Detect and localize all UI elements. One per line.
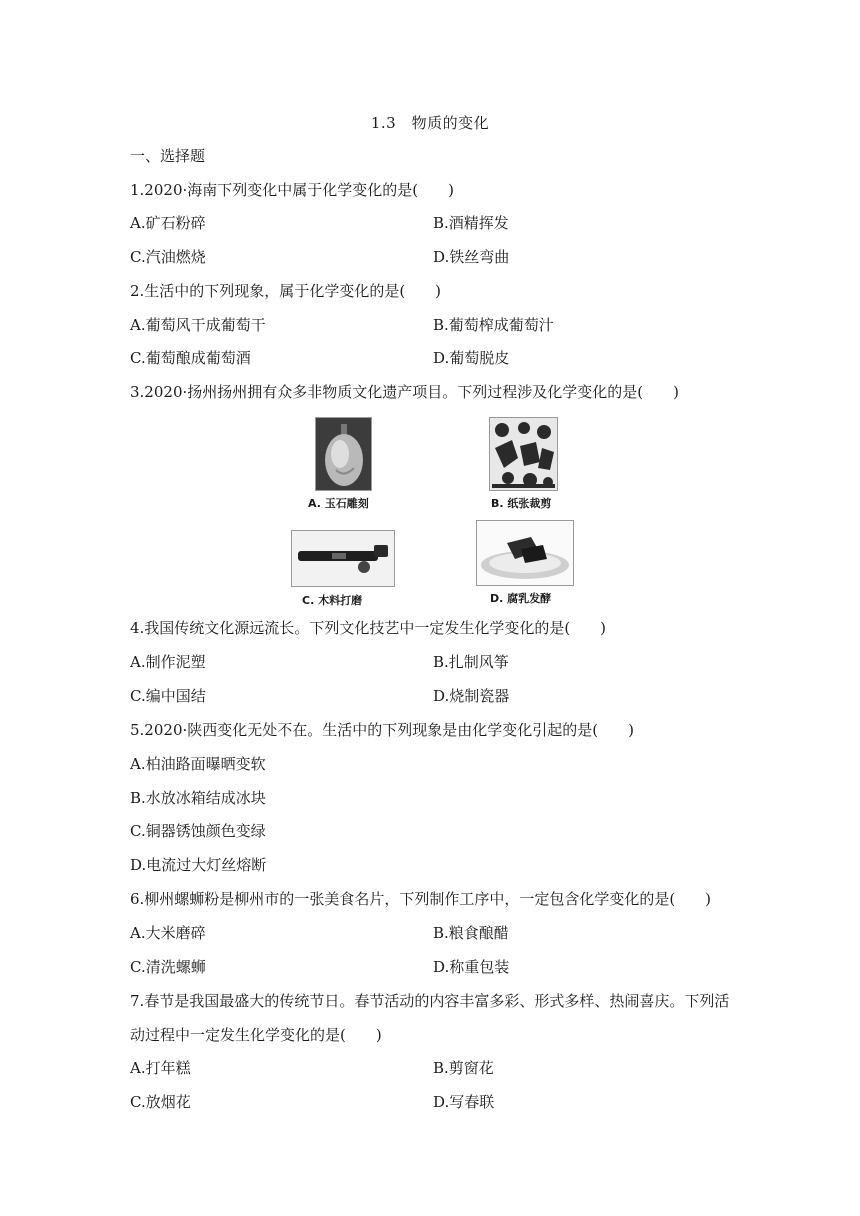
q2-option-b: B.葡萄榨成葡萄汁 <box>433 316 554 334</box>
jade-carving-image <box>316 418 371 490</box>
figure-d-caption: D. 腐乳发酵 <box>490 592 552 605</box>
section-heading: 一、选择题 <box>130 147 206 165</box>
q5-option-c: C.铜器锈蚀颜色变绿 <box>130 822 266 840</box>
q7-option-d: D.写春联 <box>433 1093 495 1111</box>
q1-option-a: A.矿石粉碎 <box>130 214 206 232</box>
q2-option-a: A.葡萄风干成葡萄干 <box>130 316 266 334</box>
question-6-stem: 6.柳州螺蛳粉是柳州市的一张美食名片，下列制作工序中，一定包含化学变化的是( ) <box>130 890 712 908</box>
figure-a-caption: A. 玉石雕刻 <box>308 497 369 510</box>
q6-option-b: B.粮食酿醋 <box>433 924 509 942</box>
fermented-tofu-image <box>477 521 573 585</box>
question-7-stem-line-2: 动过程中一定发生化学变化的是( ) <box>130 1026 382 1044</box>
figure-b-caption: B. 纸张裁剪 <box>491 497 552 510</box>
figure-c-caption: C. 木料打磨 <box>302 594 363 607</box>
question-4-stem: 4.我国传统文化源远流长。下列文化技艺中一定发生化学变化的是( ) <box>130 619 607 637</box>
paper-cutting-image <box>490 418 557 490</box>
question-1-stem: 1.2020·海南下列变化中属于化学变化的是( ) <box>130 181 454 199</box>
q6-option-d: D.称重包装 <box>433 958 510 976</box>
q1-option-c: C.汽油燃烧 <box>130 248 206 266</box>
q5-option-a: A.柏油路面曝晒变软 <box>130 755 266 773</box>
wood-polishing-image <box>292 531 394 586</box>
q6-option-c: C.清洗螺蛳 <box>130 958 206 976</box>
q4-option-b: B.扎制风筝 <box>433 653 509 671</box>
q4-option-c: C.编中国结 <box>130 687 206 705</box>
q7-option-a: A.打年糕 <box>130 1059 191 1077</box>
q2-option-d: D.葡萄脱皮 <box>433 349 510 367</box>
q2-option-c: C.葡萄酿成葡萄酒 <box>130 349 251 367</box>
q1-option-d: D.铁丝弯曲 <box>433 248 510 266</box>
q5-option-d: D.电流过大灯丝熔断 <box>130 856 267 874</box>
q1-option-b: B.酒精挥发 <box>433 214 509 232</box>
q5-option-b: B.水放冰箱结成冰块 <box>130 789 266 807</box>
page-title: 1.3 物质的变化 <box>370 114 490 132</box>
q6-option-a: A.大米磨碎 <box>130 924 206 942</box>
question-3-stem: 3.2020·扬州扬州拥有众多非物质文化遗产项目。下列过程涉及化学变化的是( ) <box>130 383 679 401</box>
question-5-stem: 5.2020·陕西变化无处不在。生活中的下列现象是由化学变化引起的是( ) <box>130 721 634 739</box>
q4-option-d: D.烧制瓷器 <box>433 687 510 705</box>
question-7-stem-line-1: 7.春节是我国最盛大的传统节日。春节活动的内容丰富多彩、形式多样、热闹喜庆。下列活 <box>130 992 730 1010</box>
q7-option-c: C.放烟花 <box>130 1093 191 1111</box>
q7-option-b: B.剪窗花 <box>433 1059 494 1077</box>
q4-option-a: A.制作泥塑 <box>130 653 206 671</box>
question-2-stem: 2.生活中的下列现象，属于化学变化的是( ) <box>130 282 442 300</box>
